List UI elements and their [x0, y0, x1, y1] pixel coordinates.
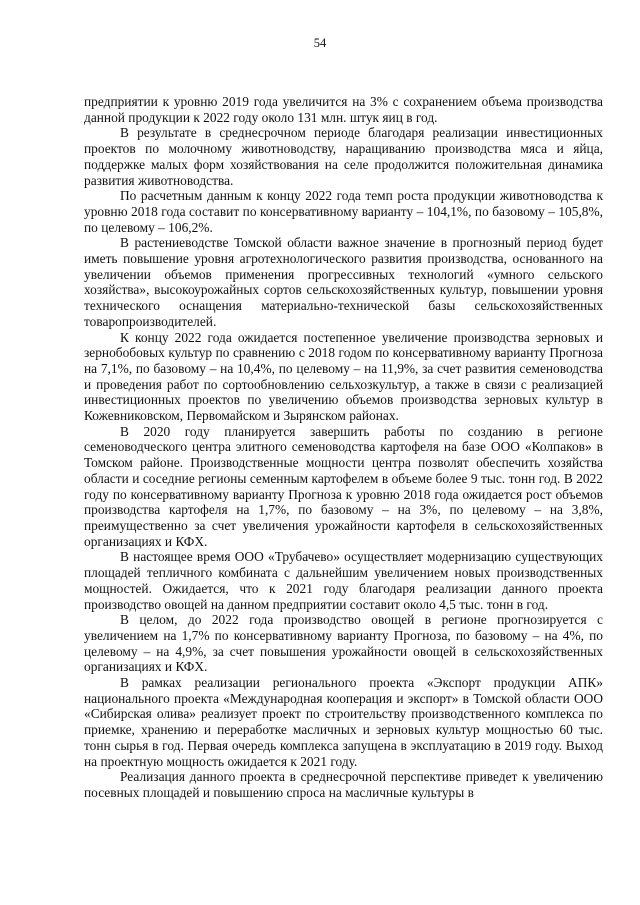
paragraph-project-outlook: Реализация данного проекта в среднесрочной перспективе приведет к увеличению посевных площадей и повышению спроса на масличные культуры в — [84, 769, 603, 800]
paragraph-livestock-development: В результате в среднесрочном периоде благодаря реализации инвестиционных проектов по молочному животноводству, наращиванию производства мяса и яйца, поддержке малых форм хозяйствования на селе продолжится положительная динамика развития животноводства. — [84, 125, 603, 188]
paragraph-grain-production: К концу 2022 года ожидается постепенное увеличение производства зерновых и зернобобовых культур по сравнению с 2018 годом по консервативному варианту Прогноза на 7,1%, по базовому – на 10,4%, по целевому – на 11,9%, за счет развития семеноводства и проведения работ по сортообновлению сельхозкультур, а также в связи с реализацией инвестиционных проектов по увеличению объемов производства зерновых культур в Кожевниковском, Первомайском и Зырянском районах. — [84, 329, 603, 424]
paragraph-greenhouse-modernization: В настоящее время ООО «Трубачево» осуществляет модернизацию существующих площадей тепличного комбината с дальнейшим увеличением новых производственных мощностей. Ожидается, что к 2021 году благодаря реализации данного проекта производство овощей на данном предприятии составит около 4,5 тыс. тонн в год. — [84, 549, 603, 612]
page-number: 54 — [313, 36, 327, 50]
paragraph-vegetable-forecast: В целом, до 2022 года производство овощей в регионе прогнозируется с увеличением на 1,7% по консервативному варианту Прогноза, по базовому – на 4%, по целевому – на 4,9%, за счет повышения урожайности овощей в сельскохозяйственных организациях и КФХ. — [84, 612, 603, 675]
body-text — [84, 94, 603, 801]
paragraph-livestock-growth-rate: По расчетным данным к концу 2022 года темп роста продукции животноводства к уровню 2018 года составит по консервативному варианту – 104,1%, по базовому – 105,8%, по целевому – 106,2%. — [84, 188, 603, 235]
paragraph-continuation: предприятии к уровню 2019 года увеличится на 3% с сохранением объема производства данной продукции к 2022 году около 131 млн. штук яиц в год. — [84, 94, 603, 125]
paragraph-export-project: В рамках реализации регионального проекта «Экспорт продукции АПК» национального проекта «Международная кооперация и экспорт» в Томской области ООО «Сибирская олива» реализует проект по строительству производственного комплекса по приемке, хранению и переработке масличных и зерновых культур мощностью 60 тыс. тонн сырья в год. Первая очередь комплекса запущена в эксплуатацию в 2019 году. Выход на проектную мощность ожидается к 2021 году. — [84, 675, 603, 769]
paragraph-crop-production: В растениеводстве Томской области важное значение в прогнозный период будет иметь повышение уровня агротехнологического развития производства, основанного на увеличении объемов применения прогрессивных технологий «умного сельского хозяйства», высокоурожайных сортов сельскохозяйственных культур, повышении уровня технического оснащения материально-технической базы сельскохозяйственных товаропроизводителей. — [84, 235, 603, 329]
paragraph-potato-seed-center: В 2020 году планируется завершить работы по созданию в регионе семеноводческого центра элитного семеноводства картофеля на базе ООО «Колпаков» в Томском районе. Производственные мощности центра позволят обеспечить хозяйства области и соседние регионы семенным картофелем в объеме более 9 тыс. тонн год. В 2022 году по консервативному варианту Прогноза к уровню 2018 года ожидается рост объемов производства картофеля на 1,7%, по базовому – на 3%, по целевому – на 3,8%, преимущественно за счет увеличения урожайности картофеля в сельскохозяйственных организациях и КФХ. — [84, 423, 603, 549]
